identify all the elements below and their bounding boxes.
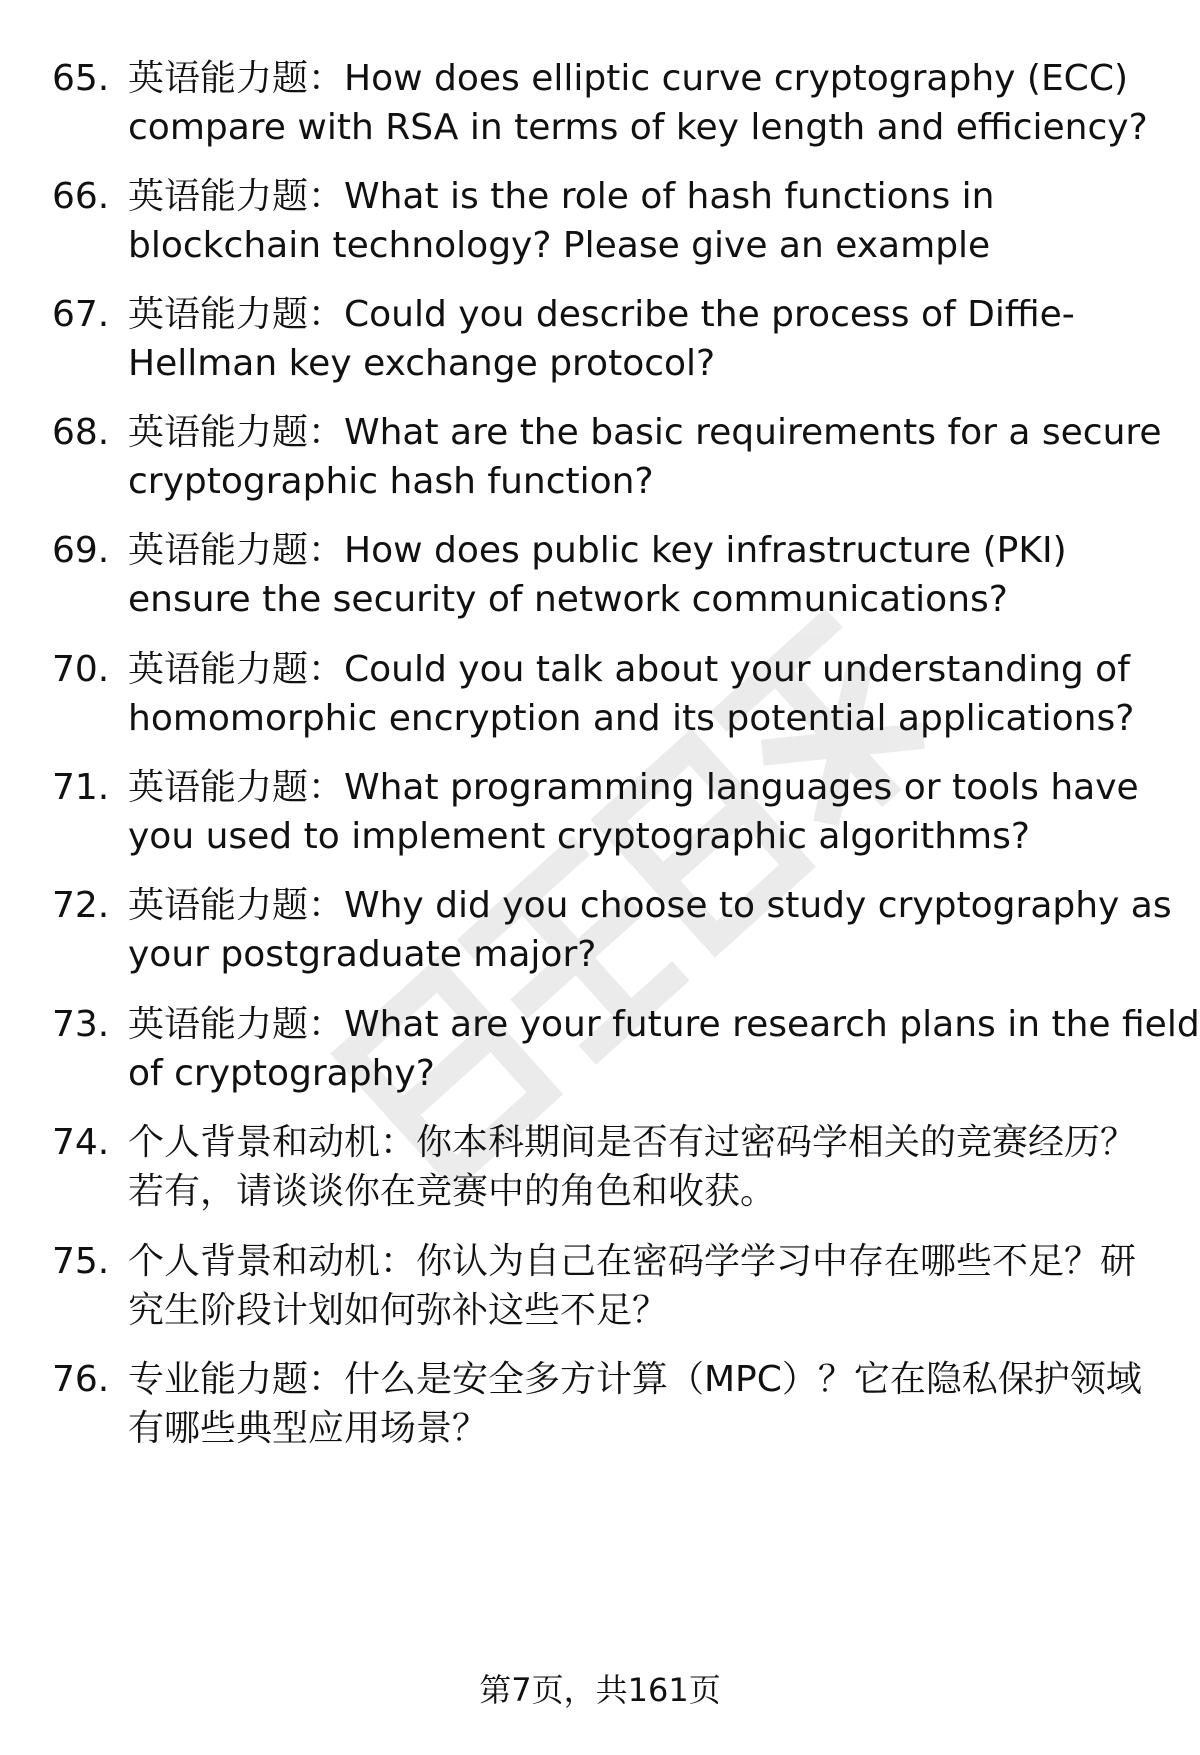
question-text <box>128 1118 1168 1216</box>
question-line: 有哪些典型应用场景？ <box>128 1408 489 1449</box>
question-line: your postgraduate major? <box>128 934 597 975</box>
question-text <box>128 172 1168 270</box>
question-number: 66. <box>52 176 110 217</box>
question-number: 70. <box>52 649 110 690</box>
question-text <box>128 1000 1200 1098</box>
question-text <box>128 763 1168 861</box>
question-line: 个人背景和动机：你本科期间是否有过密码学相关的竞赛经历？ <box>128 1122 1137 1163</box>
question-text <box>128 1237 1168 1335</box>
question-number: 65. <box>52 58 110 99</box>
question-number: 75. <box>52 1241 110 1282</box>
question-line: 英语能力题：Could you talk about your understanding of <box>128 649 1130 690</box>
question-text <box>128 408 1168 506</box>
question-number: 69. <box>52 530 110 571</box>
question-line: 英语能力题：What is the role of hash functions in <box>128 176 995 217</box>
question-number: 68. <box>52 412 110 453</box>
question-line: 英语能力题：How does public key infrastructure (PKI) <box>128 530 1067 571</box>
question-number: 71. <box>52 767 110 808</box>
question-text <box>128 645 1168 743</box>
question-line: 究生阶段计划如何弥补这些不足？ <box>128 1290 669 1331</box>
question-line: cryptographic hash function? <box>128 461 654 502</box>
question-number: 72. <box>52 885 110 926</box>
question-text <box>128 1355 1168 1453</box>
question-line: you used to implement cryptographic algorithms? <box>128 816 1030 857</box>
question-line: 英语能力题：Why did you choose to study cryptography as <box>128 885 1172 926</box>
question-line: Hellman key exchange protocol? <box>128 343 716 384</box>
question-line: 若有，请谈谈你在竞赛中的角色和收获。 <box>128 1171 777 1212</box>
question-number: 73. <box>52 1004 110 1045</box>
question-line: compare with RSA in terms of key length and efficiency? <box>128 107 1148 148</box>
question-line: homomorphic encryption and its potential applications? <box>128 698 1135 739</box>
question-number: 67. <box>52 294 110 335</box>
question-text <box>128 881 1172 979</box>
question-line: 英语能力题：What are your future research plans in the field <box>128 1004 1200 1045</box>
question-line: 英语能力题：What programming languages or tools have <box>128 767 1139 808</box>
question-number: 76. <box>52 1359 110 1400</box>
question-text <box>128 526 1168 624</box>
page-number-footer: 第7页，共161页 <box>479 1671 721 1709</box>
question-line: of cryptography? <box>128 1053 435 1094</box>
question-line: 英语能力题：What are the basic requirements for a secure <box>128 412 1162 453</box>
question-line: ensure the security of network communications? <box>128 579 1008 620</box>
question-number: 74. <box>52 1122 110 1163</box>
question-text <box>128 54 1168 152</box>
question-line: 个人背景和动机：你认为自己在密码学学习中存在哪些不足？研 <box>128 1241 1137 1282</box>
question-line: 英语能力题：Could you describe the process of Diffie- <box>128 294 1075 335</box>
question-line: blockchain technology? Please give an example <box>128 225 991 266</box>
question-line: 英语能力题：How does elliptic curve cryptography (ECC) <box>128 58 1129 99</box>
question-text <box>128 290 1168 388</box>
question-line: 专业能力题：什么是安全多方计算（MPC）？它在隐私保护领域 <box>128 1359 1142 1400</box>
